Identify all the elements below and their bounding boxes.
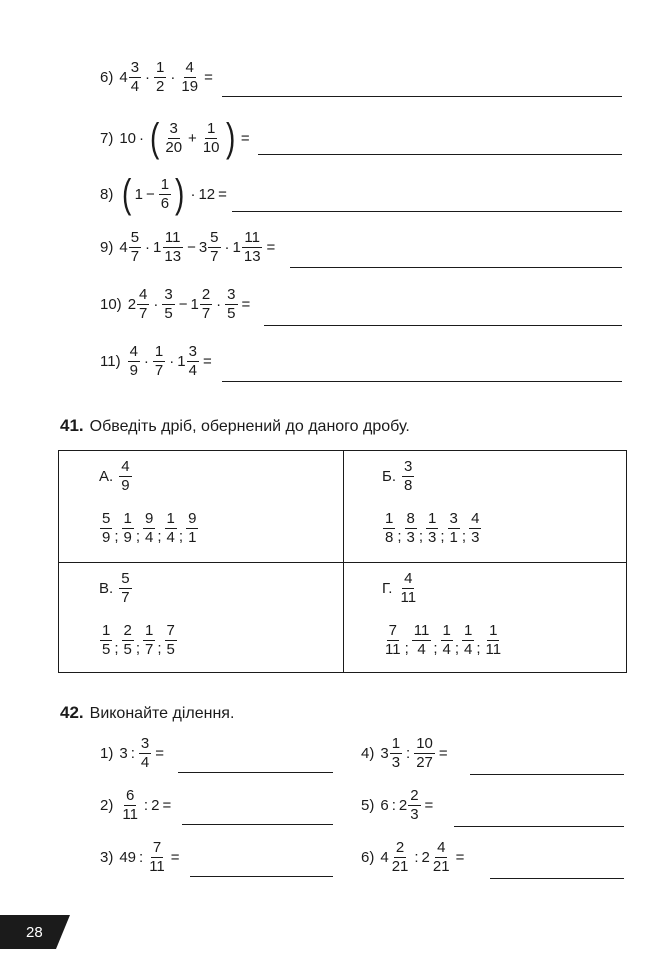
- number: 2: [151, 796, 160, 814]
- number: 49: [119, 848, 137, 866]
- separator: ;: [454, 639, 460, 657]
- multiply-sign: ·: [145, 238, 151, 256]
- answer-line[interactable]: [222, 96, 622, 97]
- separator: ;: [433, 639, 438, 657]
- division-3: [100, 840, 183, 875]
- division-4: [361, 736, 451, 771]
- fraction: $\frac{3}{4}$: [140, 735, 150, 771]
- equals-sign: =: [438, 744, 448, 762]
- option-fraction[interactable]: $\frac{1}{9}$: [123, 510, 132, 546]
- fraction: $\frac{4}{7}$: [139, 286, 148, 322]
- equals-sign: =: [240, 129, 250, 147]
- option-fraction[interactable]: $\frac{1}{3}$: [428, 510, 437, 546]
- option-fraction[interactable]: $\frac{1}{11}$: [485, 622, 502, 658]
- divide-sign: :: [406, 744, 411, 762]
- right-parenthesis: ): [175, 172, 185, 216]
- option-fraction[interactable]: $\frac{5}{9}$: [102, 510, 111, 546]
- cell-a-options: [99, 511, 199, 546]
- separator: ;: [178, 527, 184, 545]
- fraction: $\frac{4}{9}$: [129, 343, 138, 379]
- whole: 3: [380, 744, 389, 762]
- option-fraction[interactable]: $\frac{3}{1}$: [449, 510, 458, 546]
- divide-sign: :: [139, 848, 144, 866]
- cell-v-options: [99, 623, 178, 658]
- equals-sign: =: [455, 848, 465, 866]
- option-fraction[interactable]: $\frac{7}{5}$: [166, 622, 175, 658]
- answer-line[interactable]: [190, 876, 333, 877]
- task-41-heading: [60, 416, 410, 436]
- task-number: 42.: [60, 703, 84, 722]
- option-fraction[interactable]: $\frac{11}{4}$: [413, 622, 430, 658]
- fraction: $\frac{3}{20}$: [165, 119, 183, 156]
- equals-sign: =: [204, 68, 213, 86]
- equals-sign: =: [241, 295, 251, 313]
- cell-g-label: [382, 571, 419, 606]
- answer-line[interactable]: [258, 154, 622, 155]
- multiply-sign: ·: [170, 68, 176, 86]
- cell-letter: Б.: [382, 467, 397, 485]
- fraction: $\frac{2}{3}$: [410, 787, 419, 823]
- number: 10: [119, 129, 137, 147]
- exercise-number: 8): [100, 185, 114, 203]
- division-2: [100, 788, 174, 823]
- exercise-8: [100, 174, 230, 214]
- separator: ;: [114, 527, 119, 545]
- fraction: $\frac{11}{13}$: [243, 229, 261, 265]
- exercise-number: 5): [361, 796, 375, 814]
- exercise-number: 3): [100, 848, 114, 866]
- number: 12: [198, 185, 216, 203]
- whole: 4: [119, 68, 128, 86]
- exercise-number: 1): [100, 744, 114, 762]
- task-text: Виконайте ділення.: [89, 705, 235, 722]
- minus-sign: −: [146, 185, 155, 203]
- fraction: $\frac{1}{2}$: [156, 59, 165, 95]
- separator: ;: [418, 527, 424, 545]
- page-number: 28: [26, 924, 43, 941]
- left-parenthesis: (: [150, 116, 160, 160]
- option-fraction[interactable]: $\frac{4}{3}$: [471, 510, 480, 546]
- answer-line[interactable]: [264, 325, 622, 326]
- cell-letter: А.: [99, 467, 114, 485]
- number: 1: [134, 185, 144, 203]
- equals-sign: =: [155, 744, 164, 762]
- fraction: $\frac{3}{4}$: [188, 343, 197, 379]
- separator: ;: [135, 639, 141, 657]
- cell-b-options: [382, 511, 482, 546]
- equals-sign: =: [162, 796, 172, 814]
- answer-line[interactable]: [490, 878, 624, 879]
- given-fraction: $\frac{3}{8}$: [404, 458, 413, 494]
- whole: 4: [119, 238, 128, 256]
- option-fraction[interactable]: $\frac{7}{11}$: [385, 622, 401, 658]
- whole: 1: [232, 238, 241, 256]
- equals-sign: =: [266, 238, 276, 256]
- cell-letter: Г.: [382, 579, 393, 597]
- separator: ;: [157, 639, 162, 657]
- cell-letter: В.: [99, 579, 114, 597]
- fraction: $\frac{1}{6}$: [160, 175, 170, 212]
- fraction: $\frac{1}{3}$: [391, 735, 401, 771]
- divide-sign: :: [391, 796, 396, 814]
- whole: 4: [380, 848, 389, 866]
- fraction: $\frac{3}{4}$: [130, 59, 140, 95]
- answer-line[interactable]: [454, 826, 624, 827]
- exercise-number: 4): [361, 744, 375, 762]
- multiply-sign: ·: [224, 238, 230, 256]
- equals-sign: =: [218, 185, 227, 203]
- answer-line[interactable]: [470, 774, 624, 775]
- exercise-11: [100, 344, 215, 379]
- exercise-number: 6): [361, 848, 375, 866]
- answer-line[interactable]: [232, 211, 622, 212]
- plus-sign: +: [188, 129, 197, 147]
- task-number: 41.: [60, 416, 84, 435]
- fraction: $\frac{6}{11}$: [122, 787, 138, 823]
- whole: 1: [153, 238, 162, 256]
- exercise-number: 11): [100, 352, 121, 370]
- option-fraction[interactable]: $\frac{1}{5}$: [102, 622, 111, 658]
- table-divider-horizontal: [59, 562, 626, 563]
- option-fraction[interactable]: $\frac{2}{5}$: [123, 622, 132, 658]
- division-1: [100, 736, 167, 771]
- multiply-sign: ·: [145, 68, 151, 86]
- number: 3: [119, 744, 128, 762]
- whole: 1: [177, 352, 186, 370]
- given-fraction: $\frac{4}{9}$: [121, 458, 130, 494]
- option-fraction[interactable]: $\frac{1}{8}$: [385, 510, 394, 546]
- whole: 1: [190, 295, 199, 313]
- multiply-sign: ·: [153, 295, 159, 313]
- option-fraction[interactable]: $\frac{1}{4}$: [166, 510, 175, 546]
- whole: 2: [398, 796, 408, 814]
- fraction: $\frac{1}{10}$: [202, 119, 220, 156]
- fraction: $\frac{2}{7}$: [201, 286, 211, 322]
- cell-v-label: [99, 571, 133, 606]
- whole: 3: [198, 238, 208, 256]
- exercise-number: 6): [100, 68, 114, 86]
- separator: ;: [114, 639, 119, 657]
- whole: 2: [421, 848, 430, 866]
- divide-sign: :: [414, 848, 419, 866]
- fraction: $\frac{10}{27}$: [416, 735, 433, 771]
- separator: ;: [397, 527, 402, 545]
- division-6: [361, 840, 467, 875]
- fraction: $\frac{11}{13}$: [164, 229, 182, 265]
- given-fraction: $\frac{4}{11}$: [400, 570, 417, 606]
- fraction: $\frac{4}{19}$: [181, 59, 199, 95]
- task-41-table: [58, 450, 627, 673]
- multiply-sign: ·: [190, 185, 196, 203]
- exercise-number: 7): [100, 129, 114, 147]
- option-fraction[interactable]: $\frac{9}{4}$: [145, 510, 154, 546]
- exercise-10: [100, 287, 253, 322]
- cell-a-label: [99, 459, 133, 494]
- separator: ;: [157, 527, 162, 545]
- number: 6: [380, 796, 389, 814]
- answer-line[interactable]: [222, 381, 622, 382]
- cell-b-label: [382, 459, 415, 494]
- answer-line[interactable]: [182, 824, 333, 825]
- exercise-number: 9): [100, 238, 114, 256]
- fraction: $\frac{5}{7}$: [130, 229, 140, 265]
- fraction: $\frac{7}{11}$: [149, 839, 165, 875]
- equals-sign: =: [202, 352, 212, 370]
- task-text: Обведіть дріб, обернений до даного дробу.: [89, 418, 410, 435]
- divide-sign: :: [130, 744, 135, 762]
- right-parenthesis: ): [225, 116, 235, 160]
- task-42-heading: [60, 703, 234, 723]
- option-fraction[interactable]: $\frac{1}{4}$: [464, 622, 473, 658]
- equals-sign: =: [170, 848, 180, 866]
- exercise-9: [100, 230, 278, 265]
- answer-line[interactable]: [178, 772, 333, 773]
- exercise-6: [100, 60, 216, 95]
- multiply-sign: ·: [169, 352, 175, 370]
- exercise-number: 2): [100, 796, 114, 814]
- separator: ;: [440, 527, 445, 545]
- division-5: [361, 788, 436, 823]
- multiply-sign: ·: [143, 352, 149, 370]
- option-fraction[interactable]: $\frac{1}{4}$: [442, 622, 451, 658]
- multiply-sign: ·: [139, 129, 145, 147]
- minus-sign: −: [187, 238, 196, 256]
- fraction: $\frac{2}{21}$: [391, 839, 409, 875]
- multiply-sign: ·: [216, 295, 222, 313]
- fraction: $\frac{3}{5}$: [164, 286, 173, 322]
- option-fraction[interactable]: $\frac{1}{7}$: [145, 622, 154, 658]
- fraction: $\frac{3}{5}$: [227, 286, 236, 322]
- answer-line[interactable]: [290, 267, 622, 268]
- minus-sign: −: [178, 295, 188, 313]
- separator: ;: [476, 639, 481, 657]
- fraction: $\frac{4}{21}$: [432, 839, 450, 875]
- left-parenthesis: (: [122, 172, 132, 216]
- exercise-number: 10): [100, 295, 122, 313]
- separator: ;: [404, 639, 409, 657]
- whole: 2: [127, 295, 137, 313]
- fraction: $\frac{5}{7}$: [210, 229, 219, 265]
- given-fraction: $\frac{5}{7}$: [121, 570, 130, 606]
- equals-sign: =: [424, 796, 434, 814]
- fraction: $\frac{1}{7}$: [154, 343, 164, 379]
- option-fraction[interactable]: $\frac{9}{1}$: [188, 510, 197, 546]
- option-fraction[interactable]: $\frac{8}{3}$: [406, 510, 415, 546]
- divide-sign: :: [143, 796, 149, 814]
- separator: ;: [461, 527, 467, 545]
- exercise-7: [100, 118, 253, 158]
- cell-g-options: [382, 623, 504, 658]
- separator: ;: [135, 527, 141, 545]
